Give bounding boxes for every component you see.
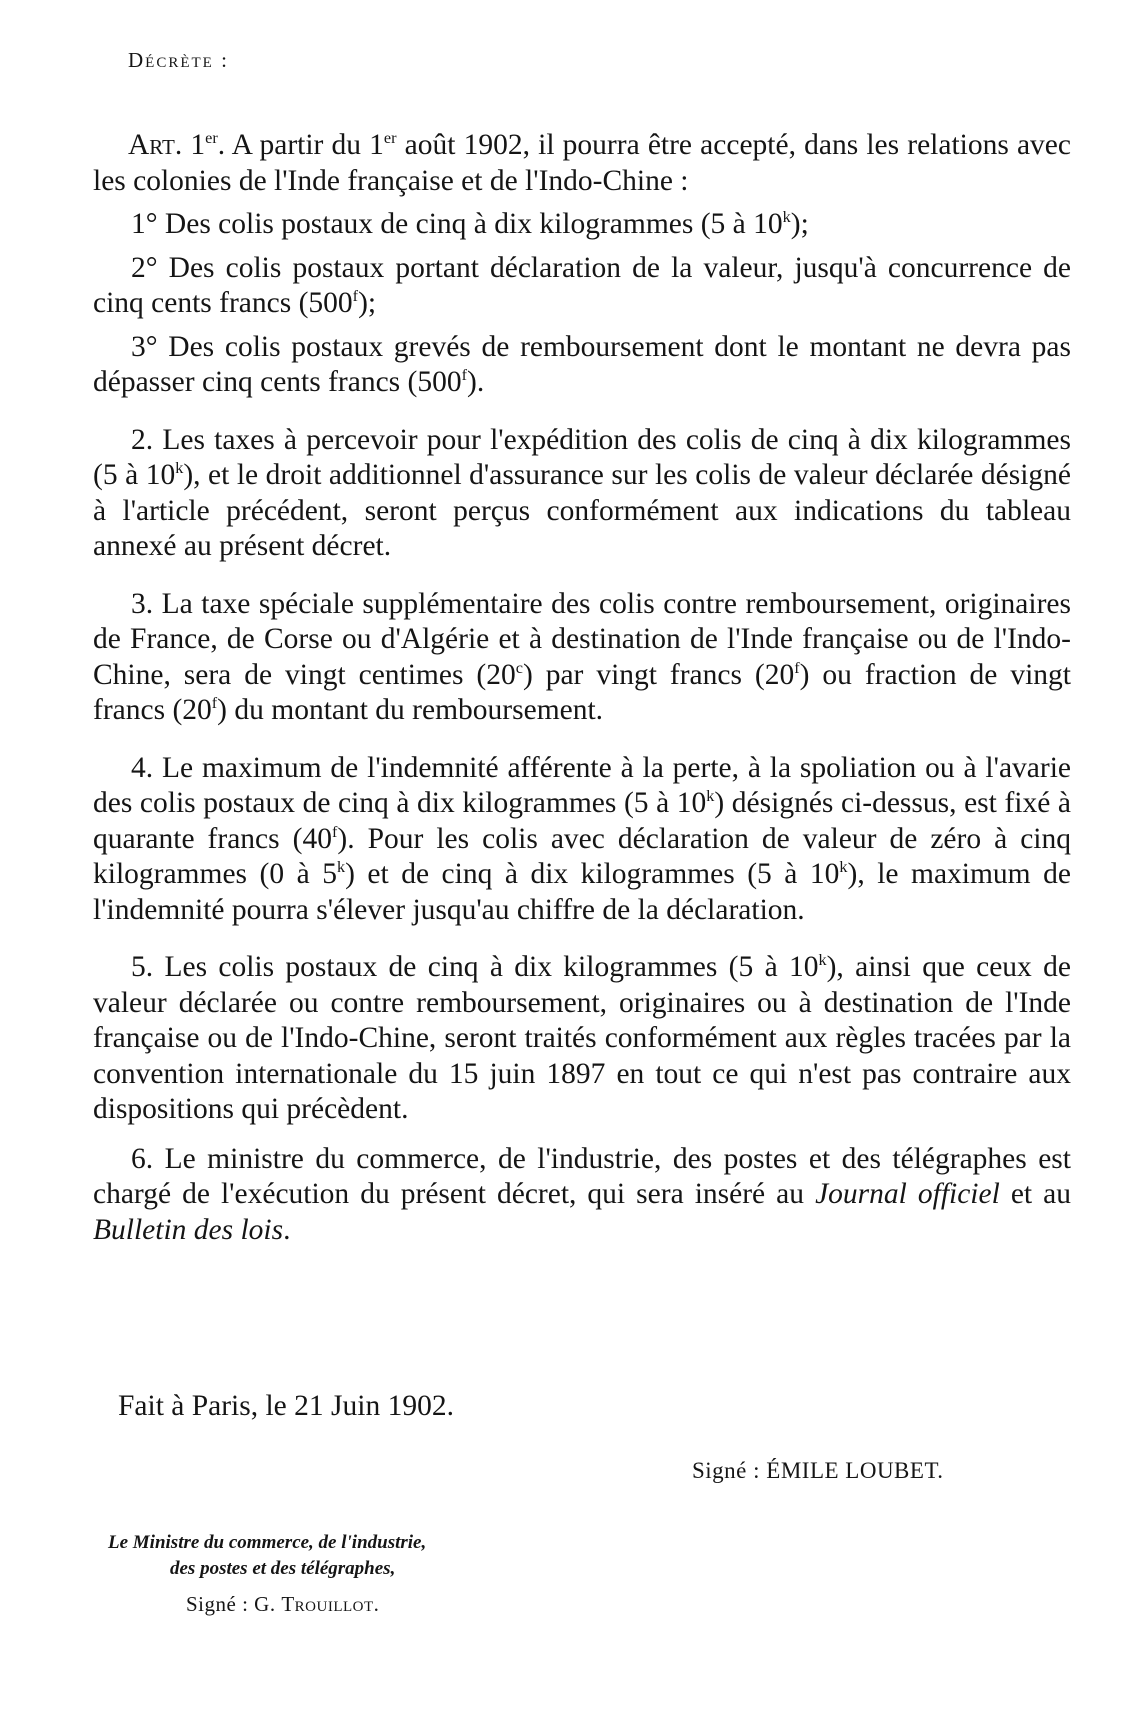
- article-1-label: Art. 1: [128, 129, 206, 161]
- minister-title-line-1: Le Ministre du commerce, de l'industrie,: [108, 1532, 427, 1553]
- article-1: Art. 1er. A partir du 1er août 1902, il pourra être accepté, dans les relations avec les colonies de l'Inde française et de l'Indo-Chine :: [93, 129, 1071, 197]
- article-1-item-2: 2° Des colis postaux portant déclaration de la valeur, jusqu'à concurrence de cinq cents francs (500$^f$);: [93, 251, 1071, 319]
- article-2: 2. Les taxes à percevoir pour l'expédition des colis de cinq à dix kilogrammes (5 à 10$^k$), et le droit additionnel d'assurance sur les colis de valeur déclarée désigné à l'article précédent, seront perçus conformément aux indications du tableau annexé au présent décret.: [93, 423, 1071, 562]
- decree-body: [93, 128, 1071, 1248]
- journal-officiel-title: Journal officiel: [815, 1178, 1000, 1210]
- article-1-item-1: 1° Des colis postaux de cinq à dix kilogrammes (5 à 10$^k$);: [131, 208, 809, 240]
- article-1-item-3: 3° Des colis postaux grevés de remboursement dont le montant ne devra pas dépasser cinq cents francs (500$^f$).: [93, 330, 1071, 398]
- minister-title: [108, 1530, 426, 1582]
- place-and-date: Fait à Paris, le 21 Juin 1902.: [118, 1390, 454, 1422]
- decree-heading: Décrète :: [128, 48, 229, 72]
- minister-name: Trouillot.: [281, 1592, 380, 1616]
- article-5: 5. Les colis postaux de cinq à dix kilogrammes (5 à 10$^k$), ainsi que ceux de valeur déclarée ou contre remboursement, originaires ou à destination de l'Inde française ou de l'Indo-Chine, seront traités conformément aux règles tracées par la convention internationale du 15 juin 1897 en tout ce qui n'est pas contraire aux dispositions qui précèdent.: [93, 951, 1071, 1125]
- bulletin-des-lois-title: Bulletin des lois: [93, 1213, 284, 1246]
- president-signature: Signé : ÉMILE LOUBET.: [692, 1458, 944, 1483]
- article-6: 6. Le ministre du commerce, de l'industrie, des postes et des télégraphes est chargé de l'exécution du présent décret, qui sera inséré au Journal officiel et au Bulletin des lois.: [93, 1142, 1072, 1246]
- article-3: 3. La taxe spéciale supplémentaire des colis contre remboursement, originaires de France, de Corse ou d'Algérie et à destination de l'Inde française ou de l'Indo-Chine, sera de vingt centimes (20$^c$) par vingt francs (20$^f$) ou fraction de vingt francs (20$^f$) du montant du remboursement.: [93, 587, 1071, 726]
- minister-signature: Signé : G. Trouillot.: [186, 1592, 380, 1616]
- minister-title-line-2: des postes et des télégraphes,: [170, 1558, 396, 1579]
- article-4: 4. Le maximum de l'indemnité afférente à la perte, à la spoliation ou à l'avarie des colis postaux de cinq à dix kilogrammes (5 à 10$^k$) désignés ci-dessus, est fixé à quarante francs (40$^f$). Pour les colis avec déclaration de valeur de zéro à cinq kilogrammes (0 à 5$^k$) et de cinq à dix kilogrammes (5 à 10$^k$), le maximum de l'indemnité pourra s'élever jusqu'au chiffre de la déclaration.: [93, 751, 1071, 926]
